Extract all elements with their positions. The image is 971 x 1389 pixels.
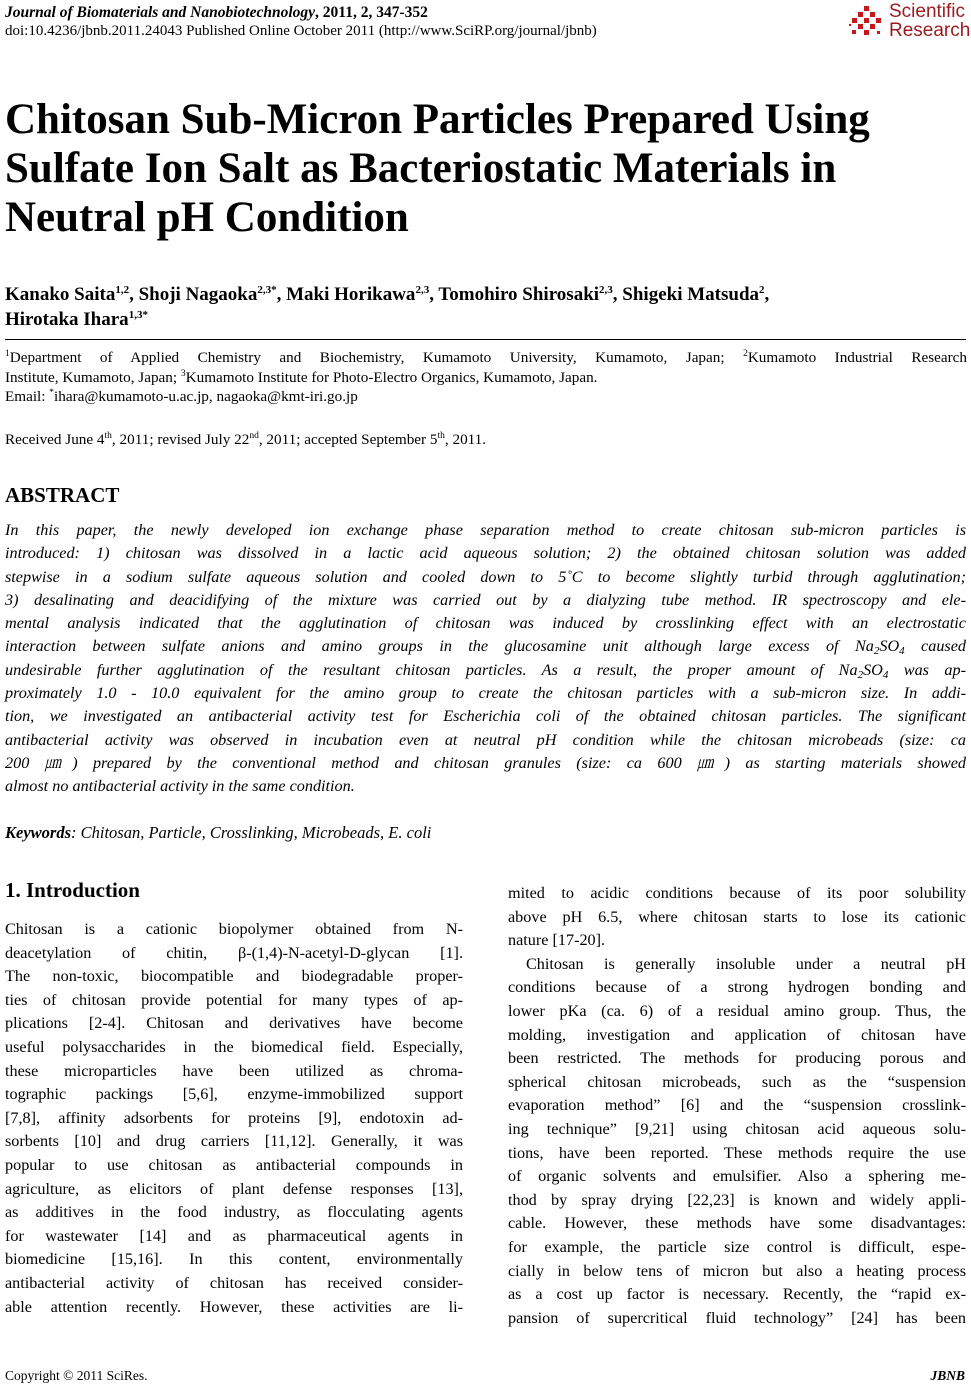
journal-name: Journal of Biomaterials and Nanobiotechnology [5, 4, 316, 21]
abstract-line: interaction between sulfate anions and amino groups in the glucosamine unit although large excess of $Na_2SO_4$ caused [5, 637, 966, 658]
title-line: Sulfate Ion Salt as Bacteriostatic Materials in [5, 145, 837, 192]
revised-text: , 2011; revised July 22 [111, 431, 250, 448]
scientific-research-logo[interactable] [848, 1, 971, 42]
affil-sup: 1 [5, 349, 10, 359]
author-line [5, 307, 965, 332]
body-line: biomedicine [15,16]. In this content, environmentally [5, 1250, 463, 1269]
ordinal-sup: th [104, 431, 112, 441]
author-name: Shigeki Matsuda [622, 284, 760, 305]
author-affil-sup: 1,2 [115, 284, 130, 296]
body-line: deacetylation of chitin, β-(1,4)-N-acetyl-D-glycan [1]. [5, 943, 463, 962]
author-affil-sup: 2 [759, 284, 765, 296]
keywords [5, 823, 431, 843]
affil-sup: 2 [743, 349, 748, 359]
footer-journal-abbr: JBNB [930, 1368, 965, 1383]
body-line: [7,8], affinity adsorbents for proteins [9], endotoxin ad- [5, 1108, 463, 1127]
scirp-logo-icon [848, 4, 884, 40]
body-line: conditions because of a strong hydrogen bonding and [508, 978, 966, 997]
journal-citation [5, 4, 428, 22]
body-line: sorbents [10] and drug carriers [11,12]. Generally, it was [5, 1132, 463, 1151]
body-line: for example, the particle size control is difficult, espe- [508, 1237, 966, 1256]
year-text: , 2011. [444, 431, 487, 448]
logo-line-1: Scientific [889, 1, 966, 22]
author-affil-sup: 2,3* [257, 284, 277, 296]
body-line: cially in below tens of micron but also a heating process [508, 1261, 966, 1280]
intro-left-column [5, 918, 463, 1319]
logo-line-2: Research [889, 20, 971, 41]
author-separator: , [276, 284, 287, 305]
body-line: The non-toxic, biocompatible and biodegradable proper- [5, 967, 463, 986]
body-line: of organic solvents and emulsifier. Also a sphering me- [508, 1167, 966, 1186]
affiliation-line [5, 348, 967, 368]
author-name: Maki Horikawa [286, 284, 416, 305]
email-line [5, 387, 967, 407]
intro-right-column [508, 882, 966, 1330]
author-separator: , [429, 284, 439, 305]
body-line: popular to use chitosan as antibacterial compounds in [5, 1155, 463, 1174]
body-line: agriculture, as elicitors of plant defense responses [13], [5, 1179, 463, 1198]
body-line: antibacterial activity of chitosan has received consider- [5, 1273, 463, 1292]
abstract-line: proximately 1.0 - 10.0 equivalent for the amino group to create the chitosan particles with a sub-micron size. In addi- [5, 684, 966, 703]
affiliations [5, 348, 967, 407]
affil-sup: 3 [180, 368, 186, 379]
author-affil-sup: 1,3* [128, 309, 148, 321]
author-name: Tomohiro Shirosaki [438, 284, 600, 305]
affiliation-text: Department of Applied Chemistry and Biochemistry, Kumamoto University, Kumamoto, Japan; [9, 349, 744, 366]
ordinal-sup: nd [249, 431, 259, 441]
abstract-line: 3) desalinating and deacidifying of the mixture was carried out by a dialyzing tube method. IR spectroscopy and ele- [5, 590, 966, 609]
author-name: Hirotaka Ihara [5, 309, 129, 330]
abstract-line: undesirable further agglutination of the resultant chitosan particles. As a result, the proper amount of $Na_2SO_4$ was ap- [5, 660, 966, 681]
author-name: Kanako Saita [5, 284, 116, 305]
body-line: these microparticles have been utilized as chroma- [5, 1061, 463, 1080]
body-line: evaporation method” [6] and the “suspension crosslink- [508, 1096, 966, 1115]
author-separator: , [612, 284, 623, 305]
header-divider [5, 339, 966, 340]
body-line: useful polysaccharides in the biomedical field. Especially, [5, 1037, 463, 1056]
body-line: lower pKa (ca. 6) of a residual amino group. Thus, the [508, 1001, 966, 1020]
body-line: nature [17-20]. [508, 931, 606, 950]
journal-volume: , 2011, 2, 347-352 [315, 4, 428, 21]
abstract-line: 200 ㎛) prepared by the conventional method and chitosan granules (size: ca 600 ㎛) as starting materials showed [5, 753, 966, 772]
body-line: Chitosan is a cationic biopolymer obtained from N- [5, 920, 463, 938]
affiliation-line [5, 368, 967, 388]
section-heading-introduction: 1. Introduction [5, 878, 140, 902]
abstract-heading: ABSTRACT [5, 483, 120, 507]
body-line: been restricted. The methods for producing porous and [508, 1049, 966, 1068]
body-line: as a cost up factor is necessary. Recently, the “rapid ex- [508, 1285, 966, 1304]
abstract-line: tion, we investigated an antibacterial activity test for Escherichia coli of the obtained chitosan particles. The significant [5, 707, 966, 726]
body-line: tions, have been reported. These methods require the use [508, 1143, 966, 1162]
author-affil-sup: 2,3 [599, 284, 613, 296]
abstract-line: In this paper, the newly developed ion exchange phase separation method to create chitosan sub-micron particles is [5, 521, 966, 539]
email-sup: * [49, 388, 55, 398]
body-line: pansion of supercritical fluid technology” [24] has been [508, 1308, 966, 1327]
abstract-line: introduced: 1) chitosan was dissolved in a lactic acid aqueous solution; 2) the obtained chitosan solution was added [5, 544, 966, 563]
keywords-label: Keywords [5, 823, 71, 842]
author-list [5, 282, 965, 332]
chemical-formula: $Na_2SO_4$ [838, 660, 889, 681]
email-label: Email: [5, 388, 50, 405]
keywords-list: : Chitosan, Particle, Crosslinking, Microbeads, E. coli [71, 823, 432, 842]
accepted-text: , 2011; accepted September 5 [258, 431, 438, 448]
body-line: molding, investigation and application of chitosan have [508, 1025, 966, 1044]
body-line: thod by spray drying [22,23] is known and widely appli- [508, 1190, 966, 1209]
abstract-line: mental analysis indicated that the agglutination of chitosan was induced by crosslinking effect with an electrostatic [5, 614, 966, 633]
paper-title [5, 95, 955, 242]
body-line: able attention recently. However, these activities are li- [5, 1297, 463, 1316]
author-separator: , [129, 284, 139, 305]
body-line: as additives in the food industry, as flocculating agents [5, 1203, 463, 1222]
abstract-line: stepwise in a sodium sulfate aqueous solution and cooled down to 5˚C to become slightly turbid through agglutination; [5, 567, 966, 586]
chemical-formula: $Na_2SO_4$ [854, 637, 905, 658]
abstract-body [5, 519, 966, 799]
body-line: ties of chitosan provide potential for many types of ap- [5, 990, 463, 1009]
footer-copyright: Copyright © 2011 SciRes. [5, 1368, 148, 1383]
body-line: Chitosan is generally insoluble under a neutral pH [526, 954, 966, 973]
body-line: spherical chitosan microbeads, such as the “suspension [508, 1072, 966, 1091]
body-line: for wastewater [14] and as pharmaceutical agents in [5, 1226, 463, 1245]
body-line: tographic packings [5,6], enzyme-immobilized support [5, 1085, 463, 1104]
body-line: above pH 6.5, where chitosan starts to lose its cationic [508, 907, 966, 926]
email-addresses[interactable]: ihara@kumamoto-u.ac.jp, nagaoka@kmt-iri.go.jp [54, 388, 358, 405]
body-line: mited to acidic conditions because of its poor solubility [508, 884, 966, 902]
ordinal-sup: th [437, 431, 445, 441]
author-affil-sup: 2,3 [415, 284, 430, 296]
doi-line: doi:10.4236/jbnb.2011.24043 Published Online October 2011 (http://www.SciRP.org/journal/jbnb) [5, 23, 597, 39]
abstract-line: antibacterial activity was observed in incubation even at neutral pH condition while the chitosan microbeads (size: ca [5, 730, 966, 749]
affiliation-text: Kumamoto Institute for Photo-Electro Organics, Kumamoto, Japan. [185, 368, 598, 386]
logo-wordmark [889, 2, 970, 40]
title-line: Chitosan Sub-Micron Particles Prepared Using [5, 96, 870, 143]
body-line: plications [2-4]. Chitosan and derivatives have become [5, 1014, 463, 1033]
title-line: Neutral pH Condition [5, 194, 409, 241]
affiliation-text: Institute, Kumamoto, Japan; [5, 368, 181, 386]
author-line [5, 282, 965, 307]
abstract-line: almost no antibacterial activity in the same condition. [5, 777, 355, 796]
received-dates [5, 431, 486, 449]
body-line: cable. However, these methods have some disadvantages: [508, 1214, 966, 1233]
received-text: Received June 4 [5, 431, 105, 448]
affiliation-text: Kumamoto Industrial Research [747, 349, 967, 366]
author-name: Shoji Nagaoka [138, 284, 258, 305]
body-line: ing technique” [9,21] using chitosan acid aqueous solu- [508, 1119, 966, 1138]
author-separator: , [764, 284, 770, 305]
